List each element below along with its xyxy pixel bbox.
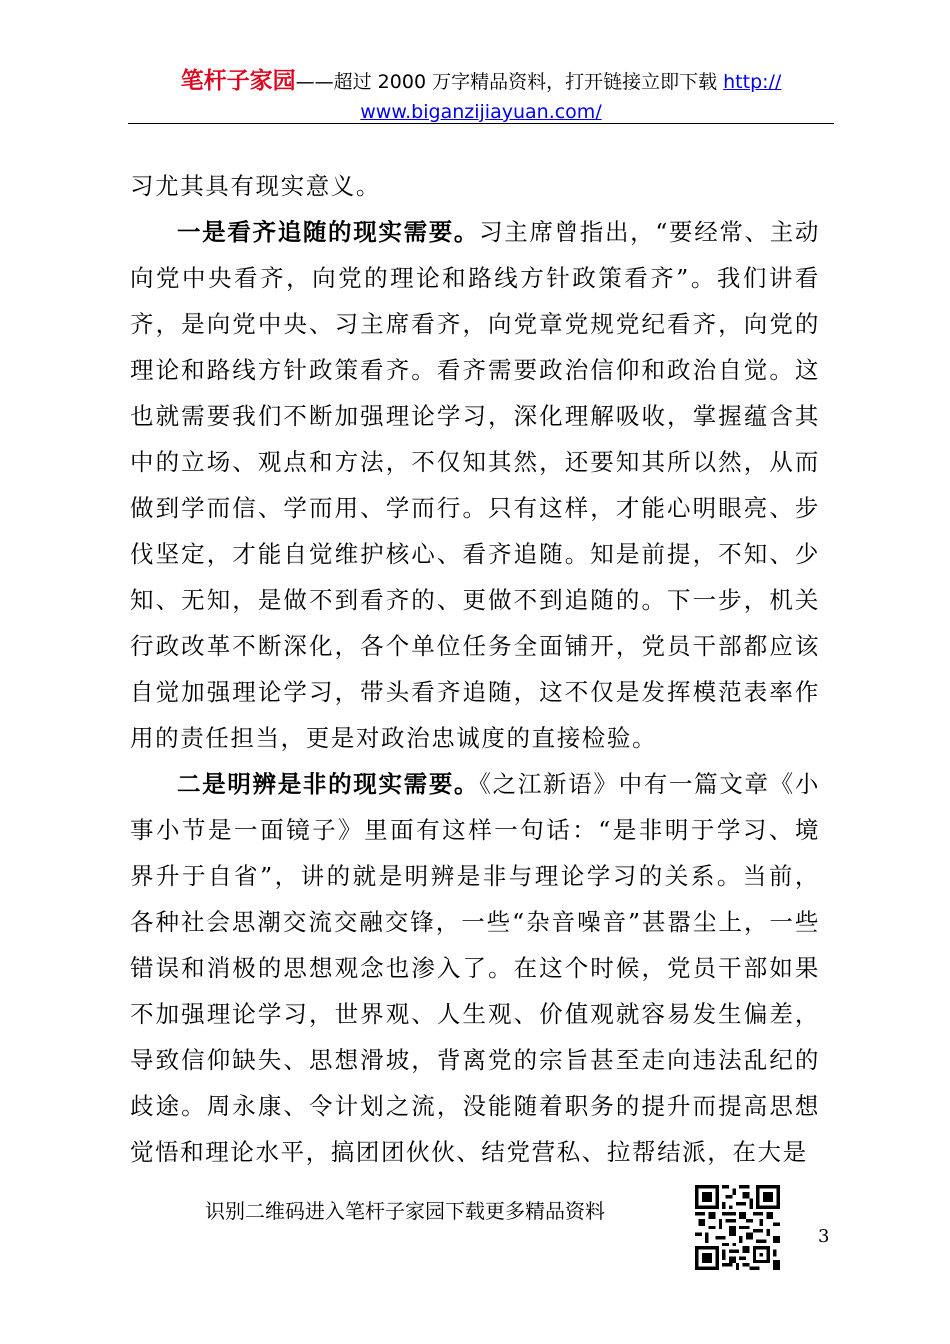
header-link-part1[interactable]: http:// [723,71,782,93]
paragraph-1-heading: 一是看齐追随的现实需要。 [177,218,480,246]
page-number: 3 [818,1226,830,1247]
paragraph-continuation: 习尤其具有现实意义。 [130,172,381,200]
page-header [128,66,834,127]
paragraph-2 [130,761,820,1175]
paragraph-1-text: 习主席曾指出，“要经常、主动向党中央看齐，向党的理论和路线方针政策看齐”。我们讲看齐，是向党中央、习主席看齐，向党章党规党纪看齐，向党的理论和路线方针政策看齐。看齐需要政治信仰和政治自觉。这也就需要我们不断加强理论学习，深化理解吸收，掌握蕴含其中的立场、观点和方法，不仅知其然，还要知其所以然，从而做到学而信、学而用、学而行。只有这样，才能心明眼亮、步伐坚定，才能自觉维护核心、看齐追随。知是前提，不知、少知、无知，是做不到看齐的、更做不到追随的。下一步，机关行政改革不断深化，各个单位任务全面铺开，党员干部都应该自觉加强理论学习，带头看齐追随，这不仅是发挥模范表率作用的责任担当，更是对政治忠诚度的直接检验。 [130,218,820,752]
header-line-1 [128,66,834,97]
brand-name: 笔杆子家园 [180,68,296,94]
document-body [130,163,820,1175]
qr-code-icon[interactable] [695,1185,780,1270]
paragraph-1 [130,209,820,761]
header-link-part2[interactable]: www.biganzijiayuan.com/ [360,101,602,123]
paragraph-2-heading: 二是明辨是非的现实需要。 [177,770,480,798]
footer-caption: 识别二维码进入笔杆子家园下载更多精品资料 [205,1199,605,1223]
paragraph-2-text: 《之江新语》中有一篇文章《小事小节是一面镜子》里面有这样一句话：“是非明于学习、境界升于自省”，讲的就是明辨是非与理论学习的关系。当前，各种社会思潮交流交融交锋，一些“杂音噪音”甚嚣尘上，一些错误和消极的思想观念也渗入了。在这个时候，党员干部如果不加强理论学习，世界观、人生观、价值观就容易发生偏差，导致信仰缺失、思想滑坡，背离党的宗旨甚至走向违法乱纪的歧途。周永康、令计划之流，没能随着职务的提升而提高思想觉悟和理论水平，搞团团伙伙、结党营私、拉帮结派，在大是 [130,770,820,1166]
header-divider [128,123,834,124]
header-tagline: ——超过 2000 万字精品资料，打开链接立即下载 [295,71,724,93]
